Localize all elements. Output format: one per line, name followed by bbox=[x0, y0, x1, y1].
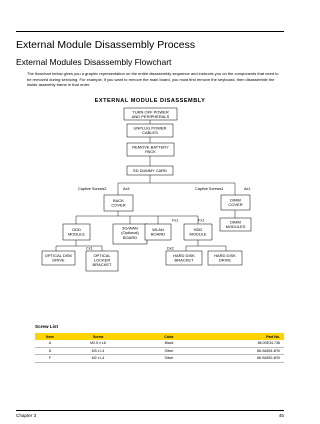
box-dimm-modules-line1: DIMM bbox=[230, 219, 241, 225]
box-wlan-line2: BOARD bbox=[150, 231, 166, 237]
cell-part-no: 86.9A554.4R0 bbox=[207, 347, 284, 355]
box-battery-line2: PACK bbox=[145, 149, 156, 155]
box-turn-off-line1: TURN OFF POWER bbox=[132, 109, 169, 115]
box-locker-line2: LOCKER bbox=[93, 257, 111, 263]
cell-item: F bbox=[35, 355, 65, 363]
table-row bbox=[35, 347, 284, 355]
section-title: External Modules Disassembly Flowchart bbox=[16, 57, 172, 67]
box-hdd-bracket-line1: HARD DISK bbox=[173, 253, 195, 258]
cell-screw: M3 x L4 bbox=[65, 347, 131, 355]
box-wan-line3: BOARD bbox=[122, 234, 138, 240]
table-row bbox=[35, 355, 284, 363]
box-odd-line1: ODD bbox=[72, 226, 81, 232]
box-hdd-line2: MODULE bbox=[189, 231, 207, 237]
footer-chapter: Chapter 3 bbox=[16, 413, 37, 418]
col-color: Color bbox=[131, 333, 207, 340]
cell-item: A bbox=[35, 340, 65, 347]
box-wan-line1: 3G/WAN bbox=[122, 225, 138, 231]
box-odd-line2: MODULE bbox=[67, 231, 86, 237]
cell-color: Silver bbox=[131, 355, 207, 363]
flowchart-title: EXTERNAL MODULE DISASSEMBLY bbox=[94, 98, 206, 104]
box-hdd-drive-line2: DRIVE bbox=[218, 257, 232, 263]
box-hdd-line1: HDD bbox=[193, 226, 203, 232]
label-dx2: Dx2 bbox=[167, 246, 174, 251]
box-locker-line1: OPTICAL bbox=[93, 252, 111, 258]
box-sd-card-label: SD DUMMY CARD bbox=[132, 167, 168, 173]
box-wlan-line1: WLAN bbox=[152, 226, 164, 232]
box-optical-drive-line1: OPTICAL DISK bbox=[44, 253, 73, 258]
cell-part-no: 86.00E34.736 bbox=[207, 340, 284, 347]
box-dimm-cover-line2: COVER bbox=[228, 202, 243, 208]
table-header-row bbox=[35, 333, 284, 340]
screw-list-table bbox=[35, 333, 284, 363]
box-hdd-bracket-line2: BRACKET bbox=[174, 257, 194, 263]
screw-list-title: Screw List bbox=[35, 324, 58, 329]
box-optical-drive-line2: DRIVE bbox=[52, 257, 65, 263]
intro-paragraph: The flowchart below gives you a graphic representation on the entire disassembly sequence and instructs you on the components that need to be removed during servicing. For example, if you want to remove the main board, you must first remove the keyboard, then disassemble the inside assembly frame in that order. bbox=[27, 71, 279, 88]
cell-color: Silver bbox=[131, 347, 207, 355]
cell-item: D bbox=[35, 347, 65, 355]
box-unplug-line2: CABLES bbox=[142, 130, 158, 136]
label-ax3: Ax3 bbox=[123, 187, 130, 191]
box-battery-line1: REMOVE BATTERY bbox=[132, 144, 169, 150]
label-fx1-hdd: Fx1 bbox=[198, 218, 205, 223]
box-hdd-drive-line1: HARD DISK bbox=[214, 253, 236, 258]
footer-rule bbox=[16, 410, 284, 411]
page-title: External Module Disassembly Process bbox=[16, 39, 196, 51]
box-unplug-line1: UNPLUG POWER bbox=[133, 125, 167, 131]
label-fx1-wlan: Fx1 bbox=[172, 218, 179, 223]
box-wan-line2: (Optional) bbox=[121, 230, 139, 236]
box-back-cover-line2: COVER bbox=[111, 202, 126, 208]
label-ax1: Ax1 bbox=[244, 187, 251, 191]
label-cx1: Cx1 bbox=[86, 246, 93, 251]
cell-screw: M2 x L4 bbox=[65, 355, 131, 363]
col-item: Item bbox=[35, 333, 65, 340]
label-captive-screws1: Captive Screws1 bbox=[195, 187, 224, 191]
box-locker-line3: BRACKET bbox=[92, 262, 112, 267]
cell-screw: M2.5 x L6 bbox=[65, 340, 131, 347]
footer-page-number: 45 bbox=[278, 413, 284, 418]
label-captive-screws2: Captive Screws2 bbox=[78, 187, 107, 191]
box-turn-off-line2: AND PERIPHERALS bbox=[131, 113, 170, 119]
col-part-no: Part No. bbox=[207, 333, 284, 340]
box-back-cover-line1: BACK bbox=[113, 198, 124, 203]
cell-color: Black bbox=[131, 340, 207, 347]
col-screw: Screw bbox=[65, 333, 131, 340]
box-dimm-cover-line1: DIMM bbox=[230, 197, 241, 203]
table-row bbox=[35, 340, 284, 347]
box-dimm-modules-line2: MODULES bbox=[225, 224, 246, 230]
cell-part-no: 86.9A552.4R0 bbox=[207, 355, 284, 363]
